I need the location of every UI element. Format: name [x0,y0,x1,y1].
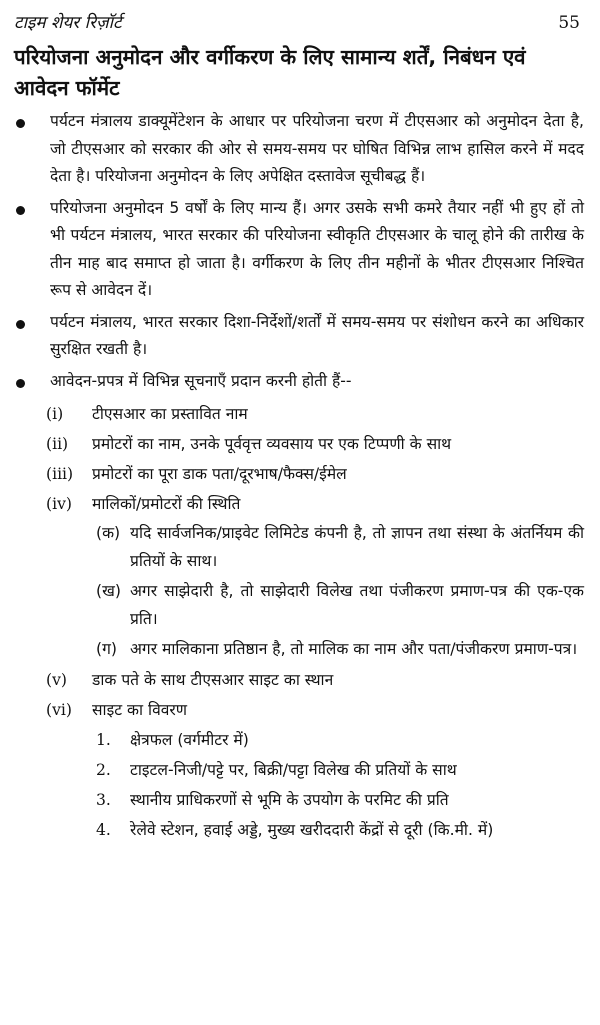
list-item [96,577,584,633]
bullet-dot-icon [16,206,25,215]
item-marker: (v) [46,671,67,689]
site-details-list [14,725,584,845]
item-marker: (iii) [46,465,74,483]
item-marker: 2. [96,761,111,779]
item-text: यदि सार्वजनिक/प्राइवेट लिमिटेड कंपनी है, तो ज्ञापन तथा संस्था के अंतर्नियम की प्रतियों के साथ। [130,524,584,570]
item-text: अगर साझेदारी है, तो साझेदारी विलेख तथा पंजीकरण प्रमाण-पत्र की एक-एक प्रति। [130,582,584,628]
item-marker: (ख) [96,582,121,600]
item-marker: 3. [96,791,111,809]
item-marker: (i) [46,405,64,423]
list-item [14,429,584,459]
list-item [96,519,584,575]
item-text: अगर मालिकाना प्रतिष्ठान है, तो मालिक का नाम और पता/पंजीकरण प्रमाण-पत्र। [130,640,578,658]
item-text: डाक पते के साथ टीएसआर साइट का स्थान [92,671,334,689]
item-marker: 1. [96,731,111,749]
list-item [96,755,584,785]
bullet-item [14,368,584,396]
item-text: मालिकों/प्रमोटरों की स्थिति [92,495,241,513]
item-text: प्रमोटरों का पूरा डाक पता/दूरभाष/फैक्स/ईमेल [92,465,347,483]
bullet-dot-icon [16,320,25,329]
item-marker: (ग) [96,640,117,658]
list-item [96,725,584,755]
bullet-list [14,108,584,395]
list-item [96,785,584,815]
page-header [14,10,584,40]
bullet-text: पर्यटन मंत्रालय डाक्यूमेंटेशन के आधार पर परियोजना चरण में टीएसआर को अनुमोदन देता है, जो टीएसआर को सरकार की ओर से समय-समय पर घोषित विभिन्न लाभ हासिल करने में मदद देता है। परियोजना अनुमोदन के लिए अपेक्षित दस्तावेज सूचीबद्ध हैं। [50,112,584,185]
bullet-dot-icon [16,379,25,388]
item-text: साइट का विवरण [92,701,188,719]
item-marker: 4. [96,821,111,839]
item-marker: (ii) [46,435,69,453]
item-text: स्थानीय प्राधिकरणों से भूमि के उपयोग के परमिट की प्रति [130,791,449,809]
bullet-item [14,195,584,305]
application-info-list-continued [14,665,584,725]
item-marker: (vi) [46,701,72,719]
item-text: टीएसआर का प्रस्तावित नाम [92,405,248,423]
bullet-item [14,108,584,191]
item-text: क्षेत्रफल (वर्गमीटर में) [130,731,249,749]
bullet-item [14,309,584,364]
owner-status-list [14,519,584,663]
section-title: परियोजना अनुमोदन और वर्गीकरण के लिए सामान्य शर्तें, निबंधन एवं आवेदन फॉर्मेट [14,45,526,100]
item-text: टाइटल-निजी/पट्टे पर, बिक्री/पट्टा विलेख की प्रतियों के साथ [130,761,457,779]
page-number: 55 [558,13,580,33]
running-title: टाइम शेयर रिज़ॉर्ट [14,13,122,33]
item-marker: (क) [96,524,121,542]
application-info-list [14,399,584,519]
bullet-text: पर्यटन मंत्रालय, भारत सरकार दिशा-निर्देशों/शर्तों में समय-समय पर संशोधन करने का अधिकार सुरक्षित रखती है। [50,312,584,358]
bullet-dot-icon [16,119,25,128]
list-item [14,489,584,519]
item-text: रेलेवे स्टेशन, हवाई अड्डे, मुख्य खरीददारी केंद्रों से दूरी (कि.मी. में) [130,821,494,839]
list-item [14,665,584,695]
list-item [96,635,584,663]
list-item [96,815,584,845]
list-item [14,399,584,429]
item-text: प्रमोटरों का नाम, उनके पूर्ववृत्त व्यवसाय पर एक टिप्पणी के साथ [92,435,452,453]
item-marker: (iv) [46,495,72,513]
bullet-text: परियोजना अनुमोदन 5 वर्षों के लिए मान्य हैं। अगर उसके सभी कमरे तैयार नहीं भी हुए हों तो भी पर्यटन मंत्रालय, भारत सरकार की परियोजना स्वीकृति टीएसआर के चालू होने की तारीख के तीन माह बाद समाप्त हो जाता है। वर्गीकरण के लिए तीन महीनों के भीतर टीएसआर निश्चित रूप से आवेदन दें। [50,198,584,299]
list-item [14,459,584,489]
list-item [14,695,584,725]
bullet-text: आवेदन-प्रपत्र में विभिन्न सूचनाएँ प्रदान करनी होती हैं-- [50,371,352,390]
